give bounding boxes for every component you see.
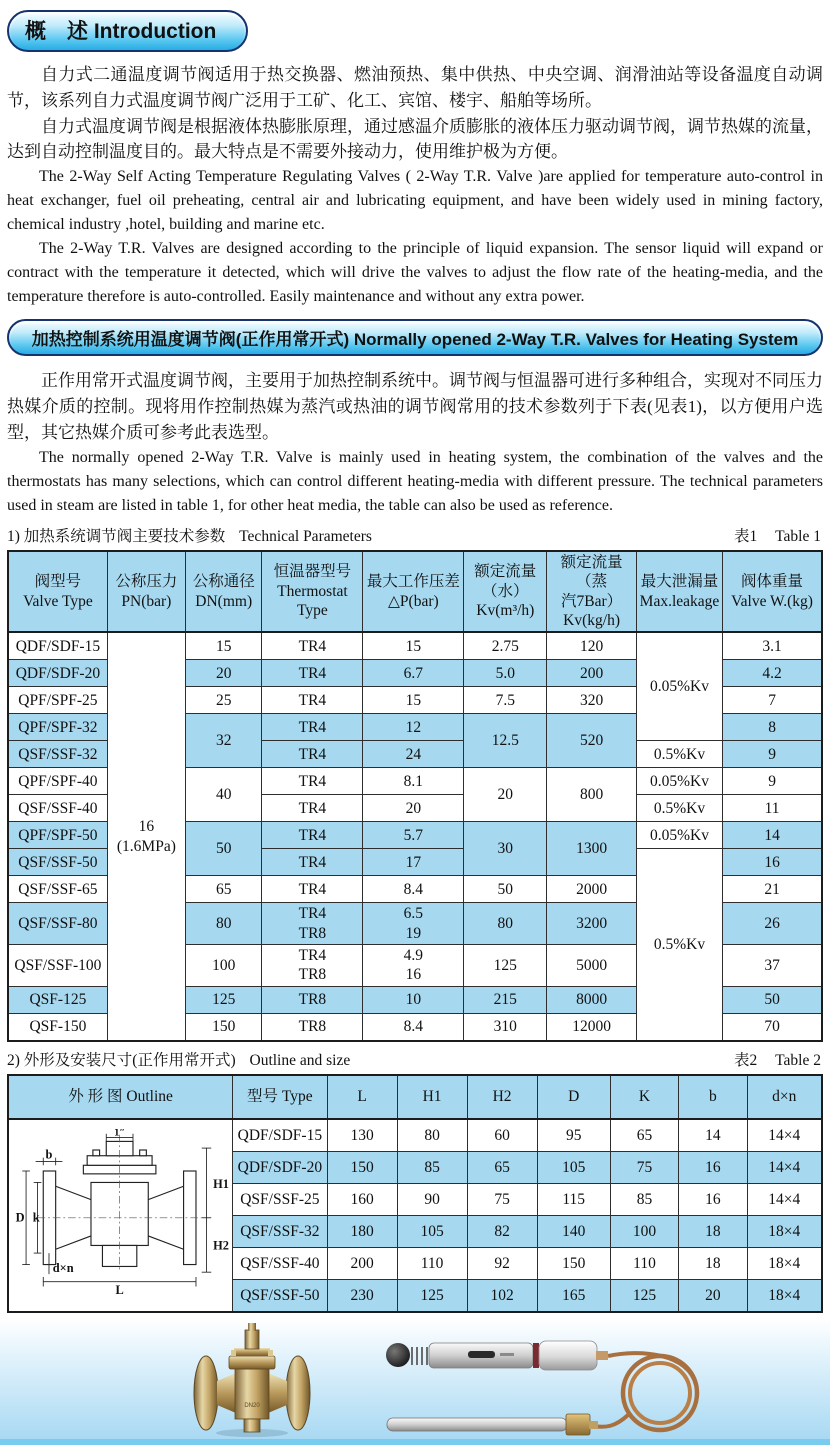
table-cell: 0.05%Kv <box>636 632 722 741</box>
table-cell: 140 <box>537 1215 610 1247</box>
table-cell: 7 <box>723 687 822 714</box>
capillary-coil-inner <box>630 1363 690 1423</box>
dim-label-h2: H2 <box>213 1238 230 1253</box>
table-cell: QDF/SDF-20 <box>233 1151 327 1183</box>
table-cell: 125 <box>185 986 262 1013</box>
table-cell: TR4 <box>262 687 363 714</box>
table-cell: QPF/SPF-50 <box>8 822 107 849</box>
table-cell: 80 <box>464 903 547 945</box>
column-header: 公称压力 PN(bar) <box>107 551 185 633</box>
table-cell: QSF/SSF-40 <box>233 1247 327 1279</box>
table-cell: QPF/SPF-25 <box>8 687 107 714</box>
table-cell: 12 <box>363 714 464 741</box>
table-row <box>8 1119 822 1152</box>
table-cell: QDF/SDF-15 <box>8 632 107 660</box>
table-cell: 320 <box>547 687 637 714</box>
valve-left-flange <box>194 1356 218 1430</box>
intro-paragraph-zh-2: 自力式温度调节阀是根据液体热膨胀原理，通过感温介质膨胀的液体压力驱动调节阀，调节热媒的流量，达到自动控制温度目的。最大特点是不需要外接动力，使用维护极为方便。 <box>7 116 823 162</box>
table-cell: 75 <box>610 1151 678 1183</box>
technical-parameters-table <box>7 550 823 1042</box>
table-cell: 8000 <box>547 986 637 1013</box>
table-cell: 80 <box>397 1119 467 1152</box>
table-cell: 7.5 <box>464 687 547 714</box>
table-cell: 18 <box>679 1247 747 1279</box>
table-cell: 3.1 <box>723 632 822 660</box>
table-cell: 37 <box>723 945 822 987</box>
table-cell: 0.5%Kv <box>636 849 722 1041</box>
table-cell: 14 <box>679 1119 747 1152</box>
table-cell: 180 <box>327 1215 397 1247</box>
intro-section-header <box>7 10 248 52</box>
column-header: 最大泄漏量 Max.leakage <box>636 551 722 633</box>
capillary-coil-outer <box>623 1356 697 1430</box>
table-cell: 16 (1.6MPa) <box>107 632 185 1041</box>
valve-body <box>235 1369 269 1419</box>
sensor-stub <box>589 1421 598 1429</box>
valve-right-flange <box>286 1356 310 1430</box>
table-cell: 9 <box>723 741 822 768</box>
table-cell: TR8 <box>262 986 363 1013</box>
table-cell: 9 <box>723 768 822 795</box>
table-cell: 15 <box>363 632 464 660</box>
intro-paragraph-zh-1: 自力式二通温度调节阀适用于热交换器、燃油预热、集中供热、中央空调、润滑油站等设备温度自动调节，该系列自力式温度调节阀广泛用于工矿、化工、宾馆、楼宇、船舶等场所。 <box>7 65 823 110</box>
column-header: 阀型号 Valve Type <box>8 551 107 633</box>
table-cell: TR4 <box>262 849 363 876</box>
table-cell: 160 <box>327 1183 397 1215</box>
table-cell: 50 <box>464 876 547 903</box>
table-cell: 2.75 <box>464 632 547 660</box>
actuator-capillary-fitting <box>596 1351 608 1360</box>
valve-bonnet-flange <box>229 1356 275 1369</box>
table-cell: 8.4 <box>363 1013 464 1041</box>
table-cell: QSF/SSF-32 <box>8 741 107 768</box>
table-cell: TR8 <box>262 1013 363 1041</box>
dim-label-l: L <box>115 1282 124 1297</box>
table-cell: 130 <box>327 1119 397 1152</box>
table1-caption-en: Technical Parameters <box>239 527 372 545</box>
table-cell: 150 <box>185 1013 262 1041</box>
table2-label-zh: 表2 <box>734 1051 758 1069</box>
table-cell: 200 <box>327 1247 397 1279</box>
column-header: H1 <box>397 1075 467 1119</box>
table-cell: 14×4 <box>747 1183 822 1215</box>
table-cell: 14×4 <box>747 1151 822 1183</box>
valve-bottom-plug <box>244 1419 260 1432</box>
column-header: 最大工作压差 △P(bar) <box>363 551 464 633</box>
table-cell: 82 <box>467 1215 537 1247</box>
heating-section-header <box>7 319 823 356</box>
table-cell: 18×4 <box>747 1215 822 1247</box>
outline-diagram-cell <box>8 1119 233 1312</box>
table-cell: QDF/SDF-15 <box>233 1119 327 1152</box>
column-header: d×n <box>747 1075 822 1119</box>
table-cell: 125 <box>464 945 547 987</box>
table-cell: 105 <box>397 1215 467 1247</box>
product-photo-strip <box>0 1319 830 1445</box>
column-header: D <box>537 1075 610 1119</box>
table-cell: QSF/SSF-100 <box>8 945 107 987</box>
table-cell: 0.05%Kv <box>636 822 722 849</box>
table-cell: 75 <box>467 1183 537 1215</box>
actuator-label <box>500 1353 514 1356</box>
table-cell: QPF/SPF-32 <box>8 714 107 741</box>
outline-drawing <box>11 1129 230 1297</box>
table-cell: 15 <box>363 687 464 714</box>
column-header: b <box>679 1075 747 1119</box>
actuator-head <box>539 1341 597 1370</box>
table-cell: 310 <box>464 1013 547 1041</box>
table-cell: 150 <box>537 1247 610 1279</box>
table-cell: QSF/SSF-25 <box>233 1183 327 1215</box>
table-cell: QPF/SPF-40 <box>8 768 107 795</box>
table-cell: 24 <box>363 741 464 768</box>
table-cell: 18 <box>679 1215 747 1247</box>
table-cell: 65 <box>610 1119 678 1152</box>
table1-caption-zh: 1) 加热系统调节阀主要技术参数 <box>7 527 226 545</box>
heating-title: 加热控制系统用温度调节阀(正作用常开式) Normally opened 2-Way T.R. Valves for Heating System <box>31 330 799 350</box>
dim-label-h1: H1 <box>213 1176 230 1191</box>
table-cell: 16 <box>679 1183 747 1215</box>
table-cell: QSF/SSF-65 <box>8 876 107 903</box>
table-cell: 50 <box>723 986 822 1013</box>
table-cell: 125 <box>610 1279 678 1312</box>
table-cell: 102 <box>467 1279 537 1312</box>
actuator-knob <box>386 1343 410 1367</box>
thermostat-photo <box>382 1323 722 1439</box>
table-cell: 18×4 <box>747 1247 822 1279</box>
table-cell: 50 <box>185 822 262 876</box>
table-cell: 110 <box>397 1247 467 1279</box>
actuator-red-ring <box>533 1343 539 1368</box>
table-cell: 14 <box>723 822 822 849</box>
table-cell: TR4 <box>262 795 363 822</box>
table-cell: 6.5 19 <box>363 903 464 945</box>
table-cell: 92 <box>467 1247 537 1279</box>
table-cell: 14×4 <box>747 1119 822 1152</box>
table-cell: 12000 <box>547 1013 637 1041</box>
table-cell: 100 <box>185 945 262 987</box>
table-cell: TR4 <box>262 632 363 660</box>
dim-label-b: b <box>45 1147 53 1162</box>
table-cell: 0.05%Kv <box>636 768 722 795</box>
table-cell: 165 <box>537 1279 610 1312</box>
table-cell: 65 <box>467 1151 537 1183</box>
table-cell: QSF/SSF-50 <box>233 1279 327 1312</box>
table-cell: 20 <box>363 795 464 822</box>
valve-stem <box>245 1330 259 1349</box>
valve-cast-mark: DN20 <box>244 1402 260 1409</box>
table1-label-zh: 表1 <box>734 527 758 545</box>
table-cell: TR4 <box>262 822 363 849</box>
intro-paragraph-en-2: The 2-Way T.R. Valves are designed according to the principle of liquid expansion. The sensor liquid will expand or contract with the temperature it detected, which will drive the valves to adjust the flow rate of the heating-media, and the temperature therefore is auto-controlled. Easily maintenance and without any extra power. <box>7 240 823 306</box>
table-cell: 16 <box>679 1151 747 1183</box>
table-cell: 8 <box>723 714 822 741</box>
table-cell: 70 <box>723 1013 822 1041</box>
column-header: K <box>610 1075 678 1119</box>
table-cell: 4.9 16 <box>363 945 464 987</box>
table-cell: 2000 <box>547 876 637 903</box>
table-cell: 15 <box>185 632 262 660</box>
outline-size-table <box>7 1074 823 1313</box>
table-cell: 110 <box>610 1247 678 1279</box>
table-cell: 20 <box>464 768 547 822</box>
column-header: 型号 Type <box>233 1075 327 1119</box>
valve-bolt-left <box>231 1350 236 1356</box>
table-cell: 5.0 <box>464 660 547 687</box>
actuator-scale-slot <box>468 1351 495 1358</box>
intro-title: 概 述 Introduction <box>25 20 217 43</box>
table-cell: QSF-125 <box>8 986 107 1013</box>
table-cell: 0.5%Kv <box>636 741 722 768</box>
dim-label-1inch: 1″ <box>114 1128 126 1139</box>
table1-label-en: Table 1 <box>775 527 821 545</box>
table-cell: 95 <box>537 1119 610 1152</box>
column-header: 额定流量 （水） Kv(m³/h) <box>464 551 547 633</box>
heating-paragraph-zh: 正作用常开式温度调节阀，主要用于加热控制系统中。调节阀与恒温器可进行多种组合，实现对不同压力热媒介质的控制。现将用作控制热媒为蒸汽或热油的调节阀常用的技术参数列于下表(见表1)，以方便用户选型，其它热媒介质可参考此表选型。 <box>7 371 823 442</box>
table-cell: 3200 <box>547 903 637 945</box>
table-cell: QDF/SDF-20 <box>8 660 107 687</box>
dim-label-dxn: d×n <box>52 1260 74 1275</box>
column-header: 阀体重量 Valve W.(kg) <box>723 551 822 633</box>
valve-right-neck <box>268 1373 287 1413</box>
actuator-spring <box>412 1347 427 1365</box>
table-cell: 16 <box>723 849 822 876</box>
column-header: 额定流量（蒸 汽7Bar） Kv(kg/h) <box>547 551 637 633</box>
table-cell: TR4 <box>262 876 363 903</box>
table1-caption <box>7 524 821 546</box>
table-cell: TR4 TR8 <box>262 903 363 945</box>
column-header: H2 <box>467 1075 537 1119</box>
table-cell: 30 <box>464 822 547 876</box>
table-cell: 100 <box>610 1215 678 1247</box>
table-cell: 115 <box>537 1183 610 1215</box>
table-cell: 5000 <box>547 945 637 987</box>
table-cell: 25 <box>185 687 262 714</box>
column-header: 恒温器型号 Thermostat Type <box>262 551 363 633</box>
table-cell: 85 <box>610 1183 678 1215</box>
table-cell: 20 <box>679 1279 747 1312</box>
valve-bolt-right <box>268 1350 273 1356</box>
table-cell: 125 <box>397 1279 467 1312</box>
table-row <box>8 632 822 660</box>
table-cell: 520 <box>547 714 637 768</box>
table-cell: 80 <box>185 903 262 945</box>
table-cell: 200 <box>547 660 637 687</box>
table-cell: 6.7 <box>363 660 464 687</box>
table-cell: QSF/SSF-50 <box>8 849 107 876</box>
table-cell: 230 <box>327 1279 397 1312</box>
table-cell: 215 <box>464 986 547 1013</box>
table-cell: 11 <box>723 795 822 822</box>
table-cell: 20 <box>185 660 262 687</box>
table-cell: 26 <box>723 903 822 945</box>
table-cell: 60 <box>467 1119 537 1152</box>
sensor-tube <box>387 1418 567 1431</box>
table-cell: 90 <box>397 1183 467 1215</box>
intro-paragraph-en-1: The 2-Way Self Acting Temperature Regulating Valves ( 2-Way T.R. Valve )are applied for temperature auto-control in heat exchanger, fuel oil preheating, central air and lubricating equipment, and have been widely used in mining factory, chemical industry ,hotel, building and marine etc. <box>7 168 823 234</box>
table-cell: 0.5%Kv <box>636 795 722 822</box>
table-cell: 12.5 <box>464 714 547 768</box>
valve-photo <box>192 1323 312 1439</box>
table-cell: TR4 <box>262 714 363 741</box>
table-cell: 21 <box>723 876 822 903</box>
table-cell: 40 <box>185 768 262 822</box>
table-cell: QSF/SSF-80 <box>8 903 107 945</box>
table-cell: 800 <box>547 768 637 822</box>
table-cell: 65 <box>185 876 262 903</box>
sensor-hex-nut <box>566 1414 590 1435</box>
table-cell: TR4 <box>262 741 363 768</box>
table-cell: 8.4 <box>363 876 464 903</box>
table-cell: 17 <box>363 849 464 876</box>
table2-label-en: Table 2 <box>775 1051 821 1069</box>
valve-stem-tip <box>248 1323 256 1331</box>
column-header: 公称通径 DN(mm) <box>185 551 262 633</box>
table-cell: 105 <box>537 1151 610 1183</box>
table2-caption <box>7 1048 821 1070</box>
heating-paragraph-en: The normally opened 2-Way T.R. Valve is mainly used in heating system, the combination of the valves and the thermostats has many selections, which can control different heating-media with different pressure. The technical parameters used in steam are listed in table 1, for other heat media, the table can also be used as reference. <box>7 448 823 514</box>
table-cell: 1300 <box>547 822 637 876</box>
table-cell: 85 <box>397 1151 467 1183</box>
table-cell: 18×4 <box>747 1279 822 1312</box>
table2-caption-en: Outline and size <box>249 1051 351 1069</box>
table-cell: TR4 TR8 <box>262 945 363 987</box>
table-cell: TR4 <box>262 768 363 795</box>
table-cell: QSF-150 <box>8 1013 107 1041</box>
table-cell: QSF/SSF-40 <box>8 795 107 822</box>
table-cell: QSF/SSF-32 <box>233 1215 327 1247</box>
table-cell: 5.7 <box>363 822 464 849</box>
column-header: 外 形 图 Outline <box>8 1075 233 1119</box>
table-cell: TR4 <box>262 660 363 687</box>
column-header: L <box>327 1075 397 1119</box>
dim-label-d: D <box>15 1210 25 1225</box>
valve-left-neck <box>217 1373 236 1413</box>
table2-caption-zh: 2) 外形及安装尺寸(正作用常开式) <box>7 1051 236 1069</box>
table-cell: 32 <box>185 714 262 768</box>
table-cell: 150 <box>327 1151 397 1183</box>
dim-label-k: k <box>32 1210 40 1225</box>
table-cell: 120 <box>547 632 637 660</box>
table-cell: 10 <box>363 986 464 1013</box>
table-cell: 8.1 <box>363 768 464 795</box>
table-cell: 4.2 <box>723 660 822 687</box>
